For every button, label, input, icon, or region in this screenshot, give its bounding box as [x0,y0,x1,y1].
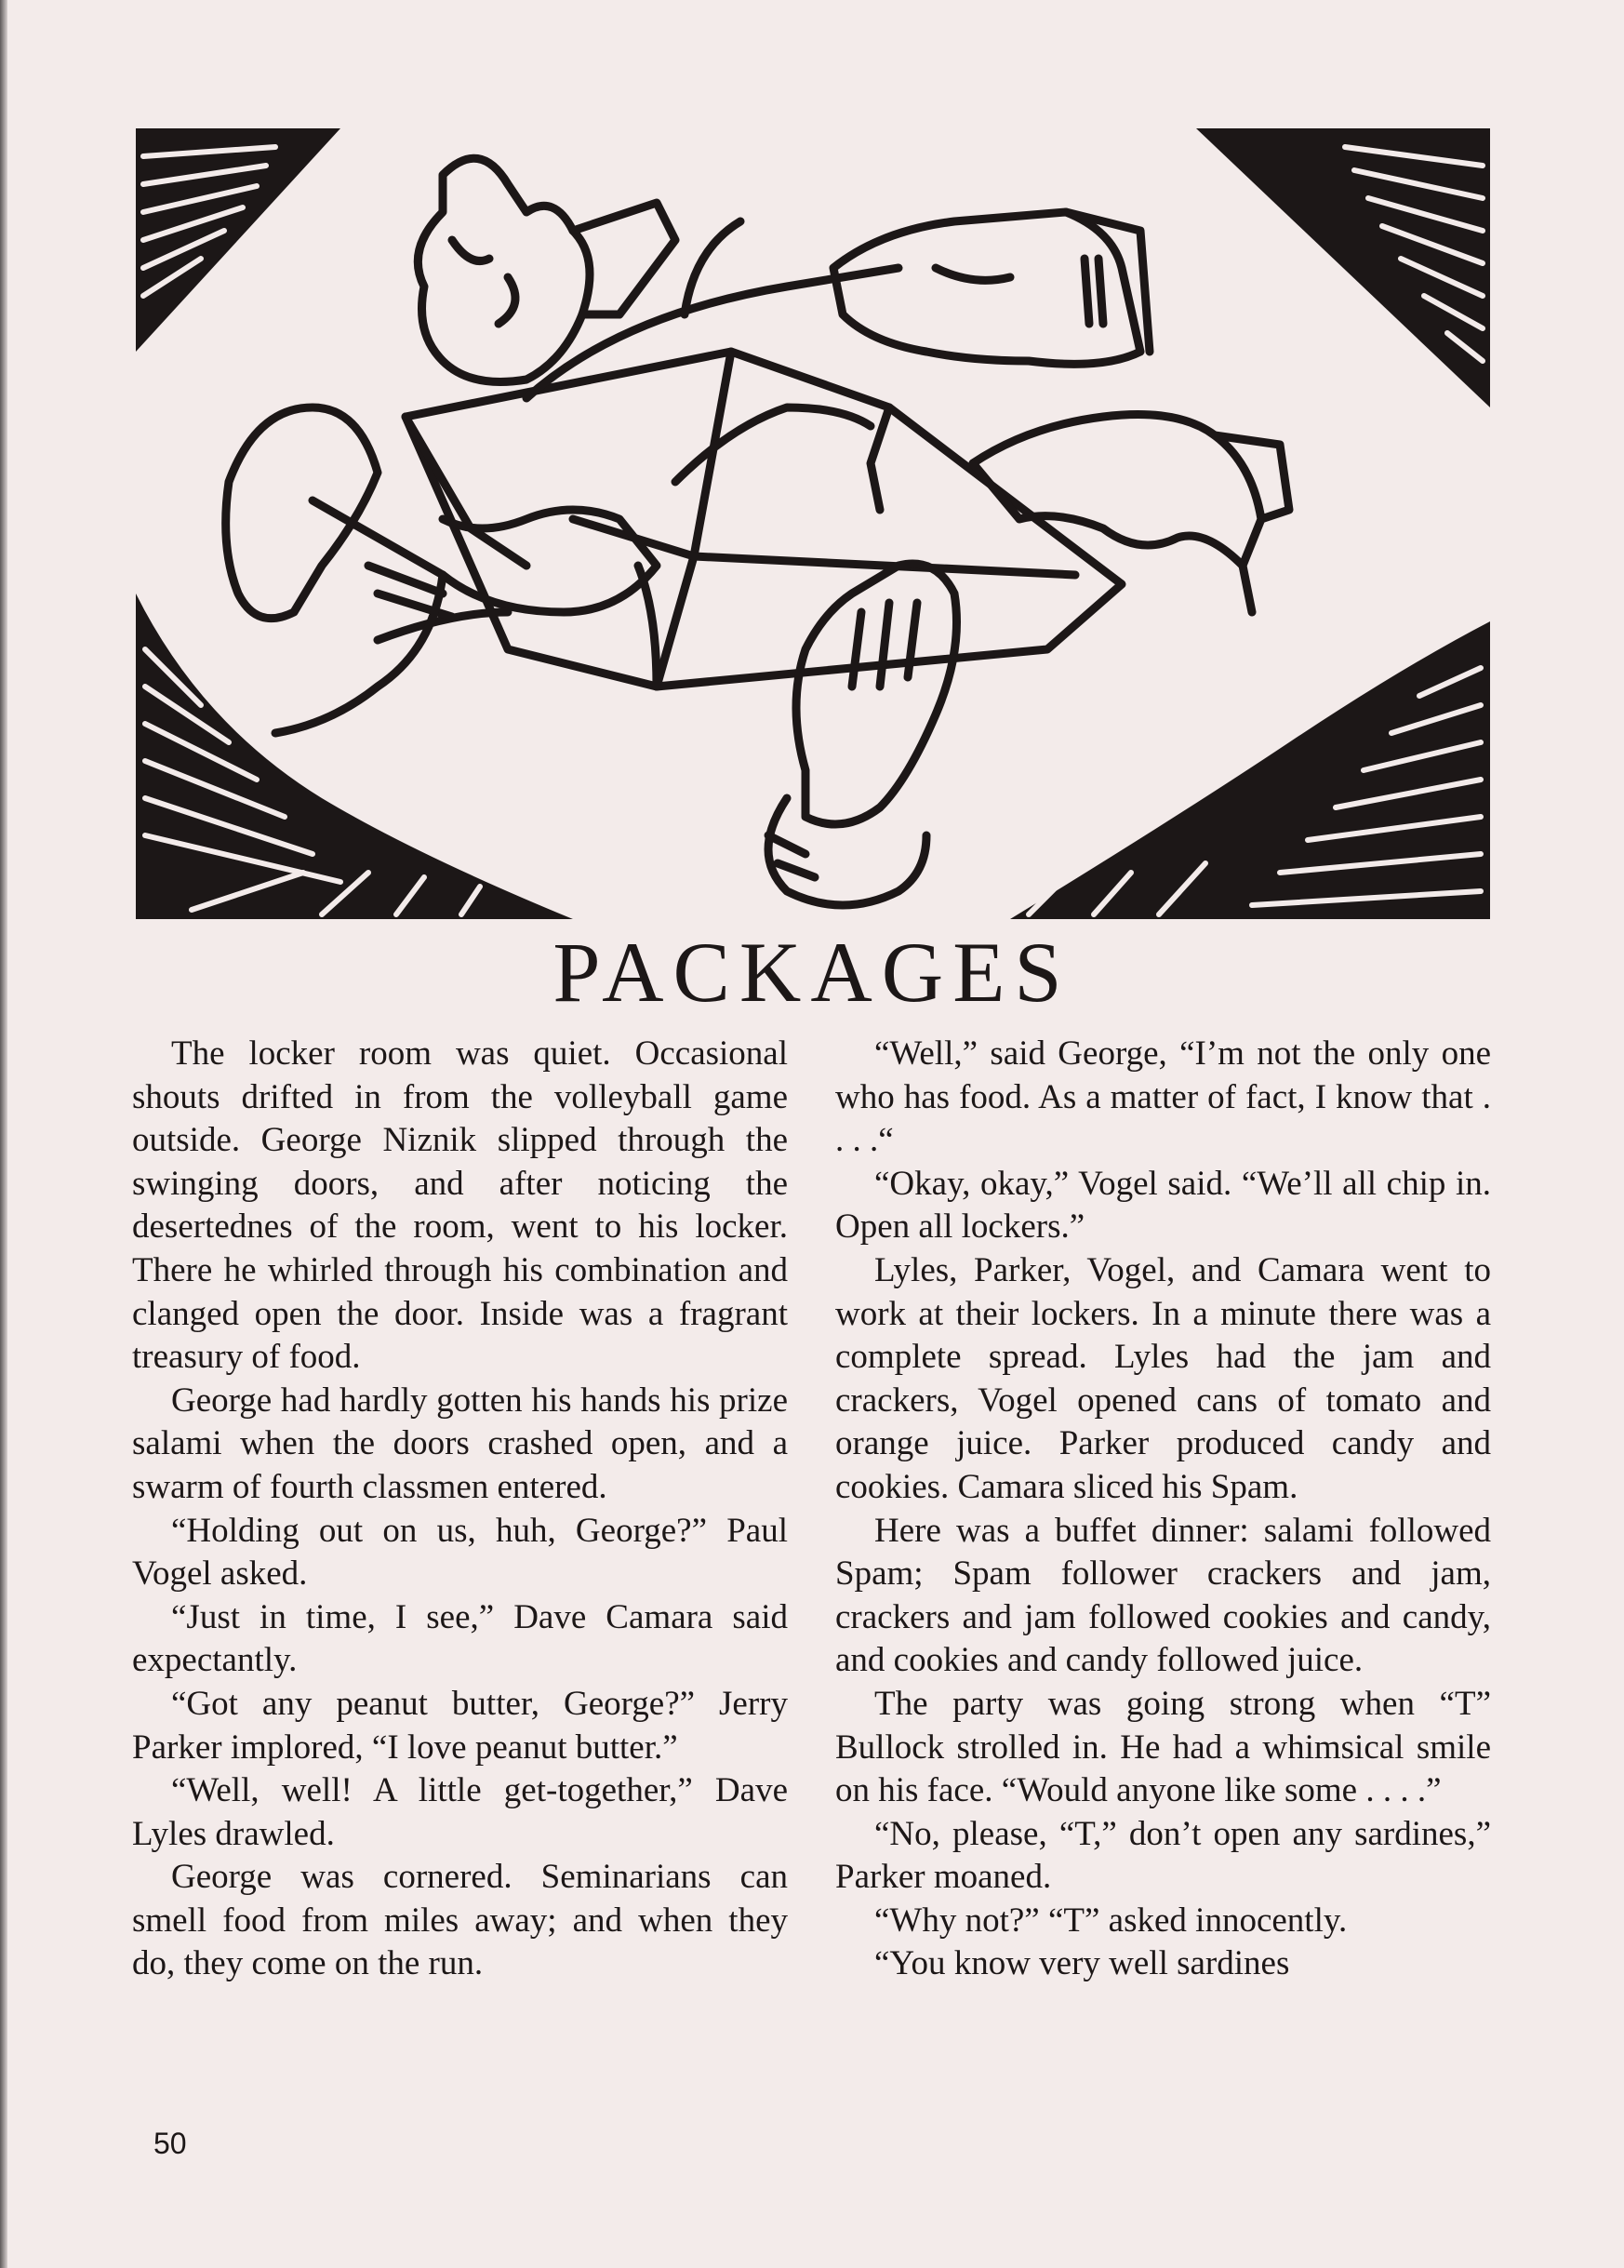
paragraph: The locker room was quiet. Occasional shouts drifted in from the volleyball game outside. George Niznik slipped through the swinging doors, and after noticing the desertednes of the room, went to his locker. There he whirled through his combination and clanged open the door. Inside was a fragrant treasury of food. [132,1034,788,1377]
paragraph: Here was a buffet dinner: salami followed Spam; Spam follower crackers and jam, crackers and jam followed cookies and candy, and cookies and candy followed juice. [835,1511,1491,1680]
woodcut-illustration [136,128,1490,919]
page-binding-edge [0,0,7,2268]
paragraph: “Got any peanut butter, George?” Jerry Parker implored, “I love peanut butter.” [132,1684,788,1767]
paragraph: The party was going strong when “T” Bullock strolled in. He had a whimsical smile on his face. “Would anyone like some . . . .” [835,1684,1491,1810]
paragraph: “Well, well! A little get-together,” Dave Lyles drawled. [132,1771,788,1853]
paragraph: “Just in time, I see,” Dave Camara said expectantly. [132,1597,788,1680]
paragraph: Lyles, Parker, Vogel, and Camara went to work at their lockers. In a minute there was a complete spread. Lyles had the jam and crackers, Vogel opened cans of tomato and orange juice. Parker produced candy and cookies. Camara sliced his Spam. [835,1250,1491,1506]
hands-package-woodcut-icon [136,128,1490,919]
paragraph: “Well,” said George, “I’m not the only one who has food. As a matter of fact, I know that . . . .“ [835,1034,1491,1160]
paragraph: “Okay, okay,” Vogel said. “We’ll all chip in. Open all lockers.” [835,1164,1491,1247]
paragraph: “No, please, “T,” don’t open any sardines,” Parker moaned. [835,1814,1491,1897]
article-title: PACKAGES [552,925,1072,1020]
page-number: 50 [153,2127,187,2160]
paragraph: “Holding out on us, huh, George?” Paul Vogel asked. [132,1511,788,1594]
paragraph: “You know very well sardines [874,1944,1290,1983]
paragraph: “Why not?” “T” asked innocently. [874,1901,1348,1940]
right-text-column [835,1033,1491,1986]
left-text-column [132,1033,788,1986]
paragraph: George was cornered. Seminarians can smell food from miles away; and when they do, they come on the run. [132,1858,788,1983]
paragraph: George had hardly gotten his hands his prize salami when the doors crashed open, and a swarm of fourth classmen entered. [132,1381,788,1506]
